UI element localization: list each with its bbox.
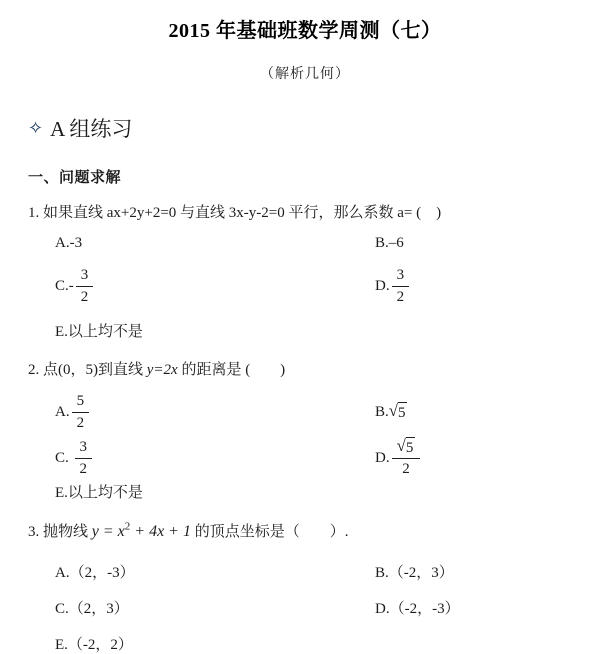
q2-option-d-label: D. [375,449,390,466]
q1-option-d [375,266,582,307]
q1-option-c-label: C.- [55,277,74,294]
question-3-stem: 3. 抛物线 $y = x^2 + 4x + 1$ 的顶点坐标是（ ）. [28,520,349,540]
q2-option-c-fraction: $\frac{3}{2}$ [75,438,93,479]
q2-option-e: E.以上均不是 [55,485,143,501]
question-2-stem: 2. 点(0，5)到直线 y=2x 的距离是 ( ) [28,362,286,378]
q1-options-row-cd [55,262,582,310]
q3-option-c: C.（2，3） [55,601,129,617]
section-title: A 组练习 [50,117,133,141]
page-title: 2015 年基础班数学周测（七） [168,20,442,42]
q2-option-d-fraction: √ 5 2 [392,437,421,479]
section-heading [28,113,582,143]
q1-option-e: E.以上均不是 [55,324,143,340]
q2-option-a [55,392,375,433]
q2-option-a-fraction: $\frac{5}{2}$ [72,392,90,433]
q1-option-c [55,266,375,307]
q1-option-d-label: D. [375,277,390,294]
q3-option-d: D.（-2，-3） [375,601,460,617]
q2-options-row-cd [55,435,582,481]
q2-math: y=2x [146,362,178,378]
q1-option-d-fraction: $\frac{3}{2}$ [392,266,410,307]
diamond-icon: ✧ [28,118,44,138]
q2-option-c [55,438,375,479]
question-1-options [55,235,582,341]
q3-option-b: B.（-2，3） [375,565,454,581]
q2-option-b [375,402,582,422]
q3-option-e: E.（-2，2） [55,637,133,653]
q3-math: $y = x^2 + 4x + 1$ [91,520,191,540]
q1-options-row-e [55,320,582,341]
q2-options-row-e [55,481,582,502]
q3-options-row-e [55,633,582,654]
q2-option-b-label: B. [375,403,389,420]
q2-option-c-label: C. [55,449,69,466]
q2-options-row-ab [55,389,582,435]
q3-options-row-ab [55,561,582,582]
q3-options-row-cd [55,597,582,618]
q1-option-c-fraction: $\frac{3}{2}$ [76,266,94,307]
q1-option-a: A.-3 [55,235,83,251]
part-heading: 一、问题求解 [28,170,122,186]
q1-options-row-ab [55,235,582,252]
question-2-options [55,389,582,502]
question-1-stem: 1. 如果直线 ax+2y+2=0 与直线 3x-y-2=0 平行，那么系数 a= ( ) [28,205,442,221]
q3-option-a: A.（2，-3） [55,565,135,581]
q2-option-a-label: A. [55,403,70,420]
q2-option-b-sqrt: √ 5 [388,401,406,421]
question-3 [28,520,582,654]
q2-option-d [375,437,582,479]
q1-option-b: B.–6 [375,235,404,251]
question-1 [28,201,582,341]
question-2 [28,358,582,502]
page-subtitle: （解析几何） [260,67,350,82]
question-3-options [55,561,582,654]
q2-option-d-sqrt: √ 5 [396,436,414,457]
